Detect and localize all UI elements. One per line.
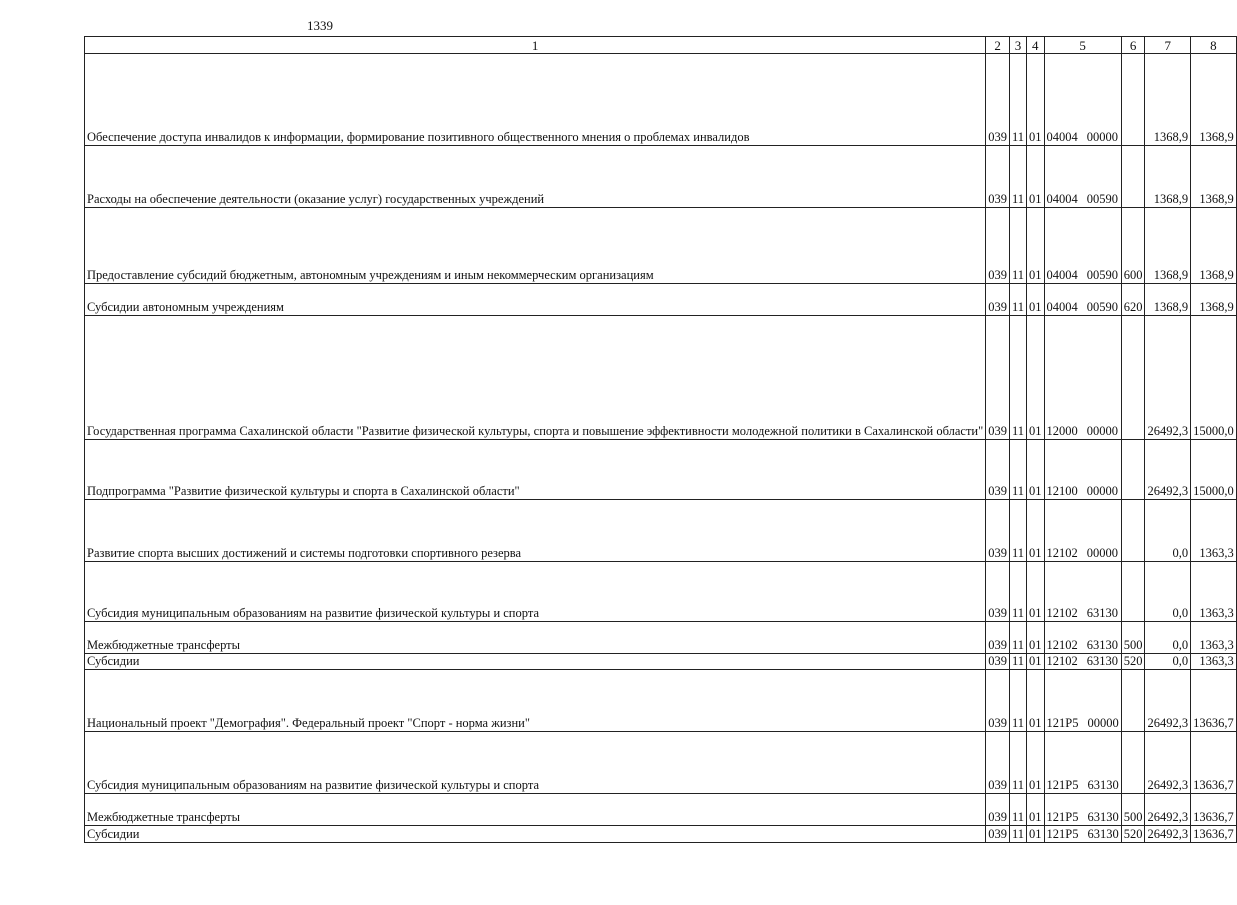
amount-col-8: 1363,3 (1191, 562, 1237, 622)
amount-col-7: 1368,9 (1145, 284, 1191, 316)
subsection-code: 01 (1027, 146, 1045, 208)
table-row (85, 562, 1237, 622)
amount-col-7: 26492,3 (1145, 732, 1191, 794)
section-code: 11 (1009, 670, 1026, 732)
section-code: 11 (1009, 500, 1026, 562)
row-name: Обеспечение доступа инвалидов к информации, формирование позитивного общественного мнения о проблемах инвалидов (85, 54, 986, 146)
table-row (85, 440, 1237, 500)
amount-col-8: 1363,3 (1191, 500, 1237, 562)
section-code: 11 (1009, 826, 1026, 843)
amount-col-7: 26492,3 (1145, 826, 1191, 843)
section-code: 11 (1009, 316, 1026, 440)
row-name: Национальный проект "Демография". Федеральный проект "Спорт - норма жизни" (85, 670, 986, 732)
subsection-code: 01 (1027, 562, 1045, 622)
row-name: Расходы на обеспечение деятельности (оказание услуг) государственных учреждений (85, 146, 986, 208)
target-article-code (1044, 316, 1121, 440)
header-col-2: 2 (986, 37, 1010, 54)
direction-code: 00000 (1087, 716, 1119, 731)
direction-code: 63130 (1086, 606, 1119, 620)
table-row (85, 208, 1237, 284)
expense-type-code: 520 (1121, 654, 1145, 670)
program-code: 121P5 (1046, 778, 1079, 793)
section-code: 11 (1009, 562, 1026, 622)
row-name: Межбюджетные трансферты (85, 794, 986, 826)
ministry-code: 039 (986, 54, 1010, 146)
direction-code: 00000 (1086, 130, 1119, 144)
target-article-code (1044, 500, 1121, 562)
row-name: Государственная программа Сахалинской области "Развитие физической культуры, спорта и повышение эффективности молодежной политики в Сахалинской области" (85, 316, 986, 440)
budget-table (84, 36, 1237, 843)
section-code: 11 (1009, 440, 1026, 500)
row-name: Субсидии (85, 826, 986, 843)
amount-col-7: 0,0 (1145, 500, 1191, 562)
amount-col-8: 13636,7 (1191, 826, 1237, 843)
direction-code: 00590 (1086, 300, 1119, 314)
program-code: 12102 (1046, 654, 1078, 669)
subsection-code: 01 (1027, 654, 1045, 670)
target-article-code (1044, 562, 1121, 622)
expense-type-code (1121, 440, 1145, 500)
header-col-3: 3 (1009, 37, 1026, 54)
ministry-code: 039 (986, 316, 1010, 440)
amount-col-8: 1368,9 (1191, 146, 1237, 208)
program-code: 04004 (1046, 192, 1078, 206)
direction-code: 63130 (1087, 778, 1119, 793)
ministry-code: 039 (986, 284, 1010, 316)
target-article-code (1044, 670, 1121, 732)
header-col-1: 1 (85, 37, 986, 54)
expense-type-code (1121, 146, 1145, 208)
amount-col-8: 13636,7 (1191, 794, 1237, 826)
ministry-code: 039 (986, 654, 1010, 670)
table-row (85, 316, 1237, 440)
amount-col-7: 0,0 (1145, 622, 1191, 654)
program-code: 04004 (1046, 268, 1078, 282)
subsection-code: 01 (1027, 500, 1045, 562)
amount-col-7: 1368,9 (1145, 208, 1191, 284)
table-row (85, 500, 1237, 562)
expense-type-code (1121, 500, 1145, 562)
amount-col-8: 13636,7 (1191, 670, 1237, 732)
amount-col-7: 0,0 (1145, 654, 1191, 670)
subsection-code: 01 (1027, 284, 1045, 316)
amount-col-7: 26492,3 (1145, 670, 1191, 732)
row-name: Подпрограмма "Развитие физической культуры и спорта в Сахалинской области" (85, 440, 986, 500)
program-code: 12000 (1046, 424, 1078, 438)
section-code: 11 (1009, 732, 1026, 794)
direction-code: 00590 (1086, 192, 1119, 206)
expense-type-code (1121, 670, 1145, 732)
expense-type-code: 500 (1121, 622, 1145, 654)
direction-code: 00000 (1086, 424, 1119, 438)
amount-col-7: 26492,3 (1145, 316, 1191, 440)
table-row (85, 284, 1237, 316)
table-row (85, 732, 1237, 794)
program-code: 12102 (1046, 606, 1078, 620)
target-article-code (1044, 54, 1121, 146)
row-name: Предоставление субсидий бюджетным, автономным учреждениям и иным некоммерческим организациям (85, 208, 986, 284)
row-name: Субсидии автономным учреждениям (85, 284, 986, 316)
table-row (85, 654, 1237, 670)
expense-type-code (1121, 54, 1145, 146)
header-col-8: 8 (1191, 37, 1237, 54)
target-article-code (1044, 826, 1121, 843)
ministry-code: 039 (986, 146, 1010, 208)
row-name: Развитие спорта высших достижений и системы подготовки спортивного резерва (85, 500, 986, 562)
program-code: 12102 (1046, 546, 1078, 560)
section-code: 11 (1009, 208, 1026, 284)
direction-code: 63130 (1086, 638, 1119, 652)
target-article-code (1044, 794, 1121, 826)
target-article-code (1044, 732, 1121, 794)
subsection-code: 01 (1027, 732, 1045, 794)
subsection-code: 01 (1027, 622, 1045, 654)
program-code: 121P5 (1046, 810, 1079, 825)
target-article-code (1044, 622, 1121, 654)
expense-type-code (1121, 562, 1145, 622)
row-name: Субсидия муниципальным образованиям на развитие физической культуры и спорта (85, 732, 986, 794)
direction-code: 00000 (1086, 546, 1119, 560)
section-code: 11 (1009, 284, 1026, 316)
amount-col-8: 1363,3 (1191, 622, 1237, 654)
amount-col-8: 1363,3 (1191, 654, 1237, 670)
ministry-code: 039 (986, 208, 1010, 284)
program-code: 121P5 (1046, 716, 1079, 731)
row-name: Субсидии (85, 654, 986, 670)
direction-code: 00590 (1086, 268, 1119, 282)
amount-col-8: 1368,9 (1191, 208, 1237, 284)
table-row (85, 622, 1237, 654)
subsection-code: 01 (1027, 440, 1045, 500)
section-code: 11 (1009, 54, 1026, 146)
ministry-code: 039 (986, 826, 1010, 843)
expense-type-code (1121, 732, 1145, 794)
program-code: 04004 (1046, 130, 1078, 144)
amount-col-8: 15000,0 (1191, 440, 1237, 500)
section-code: 11 (1009, 654, 1026, 670)
direction-code: 00000 (1086, 484, 1119, 498)
ministry-code: 039 (986, 440, 1010, 500)
section-code: 11 (1009, 146, 1026, 208)
subsection-code: 01 (1027, 670, 1045, 732)
table-row (85, 54, 1237, 146)
expense-type-code: 600 (1121, 208, 1145, 284)
amount-col-7: 26492,3 (1145, 440, 1191, 500)
ministry-code: 039 (986, 794, 1010, 826)
ministry-code: 039 (986, 622, 1010, 654)
direction-code: 63130 (1087, 827, 1119, 842)
target-article-code (1044, 208, 1121, 284)
header-col-7: 7 (1145, 37, 1191, 54)
page-number: 1339 (307, 18, 333, 33)
header-col-5: 5 (1044, 37, 1121, 54)
section-code: 11 (1009, 794, 1026, 826)
program-code: 121P5 (1046, 827, 1079, 842)
direction-code: 63130 (1087, 810, 1119, 825)
ministry-code: 039 (986, 732, 1010, 794)
amount-col-8: 13636,7 (1191, 732, 1237, 794)
amount-col-7: 0,0 (1145, 562, 1191, 622)
ministry-code: 039 (986, 670, 1010, 732)
table-row (85, 794, 1237, 826)
amount-col-7: 26492,3 (1145, 794, 1191, 826)
subsection-code: 01 (1027, 316, 1045, 440)
subsection-code: 01 (1027, 826, 1045, 843)
target-article-code (1044, 146, 1121, 208)
ministry-code: 039 (986, 500, 1010, 562)
row-name: Субсидия муниципальным образованиям на развитие физической культуры и спорта (85, 562, 986, 622)
header-col-6: 6 (1121, 37, 1145, 54)
target-article-code (1044, 284, 1121, 316)
table-row (85, 146, 1237, 208)
header-row (85, 37, 1237, 54)
ministry-code: 039 (986, 562, 1010, 622)
amount-col-7: 1368,9 (1145, 146, 1191, 208)
subsection-code: 01 (1027, 208, 1045, 284)
target-article-code (1044, 654, 1121, 670)
header-col-4: 4 (1027, 37, 1045, 54)
amount-col-7: 1368,9 (1145, 54, 1191, 146)
subsection-code: 01 (1027, 794, 1045, 826)
expense-type-code: 620 (1121, 284, 1145, 316)
expense-type-code: 500 (1121, 794, 1145, 826)
program-code: 12100 (1046, 484, 1078, 498)
section-code: 11 (1009, 622, 1026, 654)
amount-col-8: 15000,0 (1191, 316, 1237, 440)
table-body (85, 54, 1237, 843)
table-row (85, 670, 1237, 732)
row-name: Межбюджетные трансферты (85, 622, 986, 654)
expense-type-code (1121, 316, 1145, 440)
amount-col-8: 1368,9 (1191, 284, 1237, 316)
direction-code: 63130 (1086, 654, 1119, 669)
subsection-code: 01 (1027, 54, 1045, 146)
amount-col-8: 1368,9 (1191, 54, 1237, 146)
program-code: 12102 (1046, 638, 1078, 652)
expense-type-code: 520 (1121, 826, 1145, 843)
table-row (85, 826, 1237, 843)
target-article-code (1044, 440, 1121, 500)
program-code: 04004 (1046, 300, 1078, 314)
